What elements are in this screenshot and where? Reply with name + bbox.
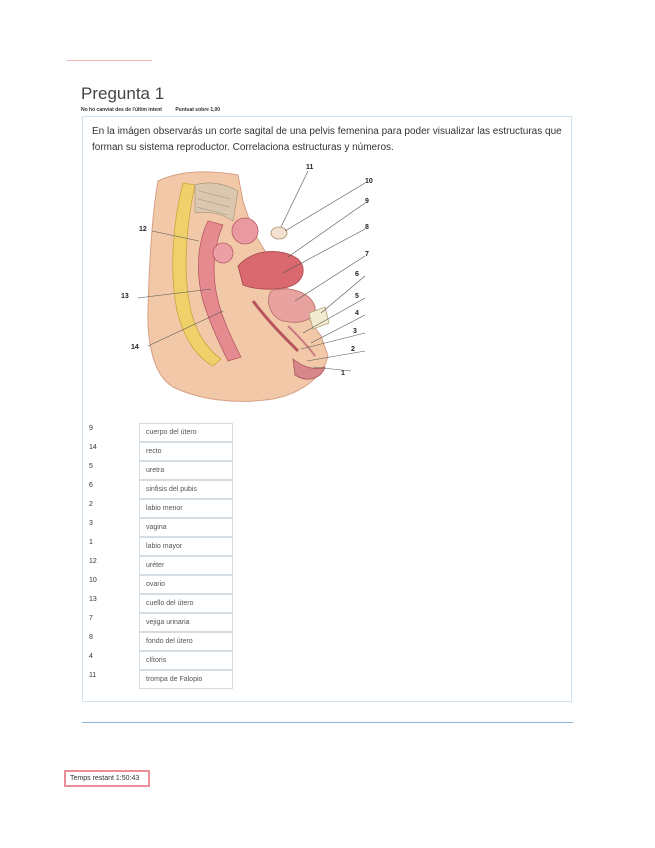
- match-number: 6: [89, 482, 93, 489]
- question-content: [82, 116, 572, 702]
- match-row: [89, 594, 239, 613]
- match-number: 8: [89, 634, 93, 641]
- answer-select[interactable]: uretra: [139, 461, 233, 480]
- answer-select[interactable]: labio mayor: [139, 537, 233, 556]
- answer-select[interactable]: vagina: [139, 518, 233, 537]
- figure-label: 6: [355, 271, 359, 278]
- top-divider: [66, 60, 152, 61]
- match-row: [89, 632, 239, 651]
- figure-label: 11: [306, 164, 314, 171]
- figure-label: 1: [341, 370, 345, 377]
- match-number: 1: [89, 539, 93, 546]
- match-number: 5: [89, 463, 93, 470]
- match-row: [89, 651, 239, 670]
- match-number: 9: [89, 425, 93, 432]
- match-number: 3: [89, 520, 93, 527]
- question-title: Pregunta 1: [81, 84, 165, 103]
- figure-label: 9: [365, 198, 369, 205]
- match-number: 2: [89, 501, 93, 508]
- match-row: [89, 442, 239, 461]
- figure-label: 12: [139, 226, 147, 233]
- answer-select[interactable]: clítoris: [139, 651, 233, 670]
- answer-select[interactable]: cuello del útero: [139, 594, 233, 613]
- figure-label: 5: [355, 293, 359, 300]
- match-row: [89, 537, 239, 556]
- answer-select[interactable]: labio menor: [139, 499, 233, 518]
- match-row: [89, 556, 239, 575]
- question-score: Puntuat sobre 1,00: [175, 107, 221, 113]
- question-info: [81, 107, 220, 113]
- match-row: [89, 461, 239, 480]
- figure-label: 10: [365, 178, 373, 185]
- figure-label: 7: [365, 251, 369, 258]
- match-number: 14: [89, 444, 97, 451]
- answer-select[interactable]: uréter: [139, 556, 233, 575]
- match-number: 12: [89, 558, 97, 565]
- match-row: [89, 613, 239, 632]
- match-row: [89, 575, 239, 594]
- question-prompt: En la imágen observarás un corte sagital de una pelvis femenina para poder visualizar las estructuras que forman su sistema reproductor. Correlaciona estructuras y números.: [92, 126, 562, 153]
- answer-select[interactable]: cuerpo del útero: [139, 423, 233, 442]
- answer-select[interactable]: fondo del útero: [139, 632, 233, 651]
- answer-select[interactable]: trompa de Falopio: [139, 670, 233, 689]
- bottom-divider: [82, 722, 573, 723]
- answer-select[interactable]: sinfisis del pubis: [139, 480, 233, 499]
- figure-label: 4: [355, 310, 359, 317]
- figure-label: 3: [353, 328, 357, 335]
- match-row: [89, 480, 239, 499]
- time-remaining: Temps restant 1:50:43: [64, 770, 150, 787]
- figure-label: 2: [351, 346, 355, 353]
- match-row: [89, 670, 239, 689]
- match-number: 13: [89, 596, 97, 603]
- figure-label: 13: [121, 293, 129, 300]
- figure-label: 8: [365, 224, 369, 231]
- answer-select[interactable]: ovario: [139, 575, 233, 594]
- figure-label: 14: [131, 344, 139, 351]
- match-number: 10: [89, 577, 97, 584]
- question-status: No ho canviat des de l'últim intent: [81, 107, 162, 113]
- answer-select[interactable]: recto: [139, 442, 233, 461]
- pelvis-sagittal-section-image: [103, 161, 373, 411]
- match-number: 7: [89, 615, 93, 622]
- match-number: 4: [89, 653, 93, 660]
- match-row: [89, 518, 239, 537]
- answer-select[interactable]: vejiga urinaria: [139, 613, 233, 632]
- match-row: [89, 423, 239, 442]
- match-number: 11: [89, 672, 97, 679]
- match-row: [89, 499, 239, 518]
